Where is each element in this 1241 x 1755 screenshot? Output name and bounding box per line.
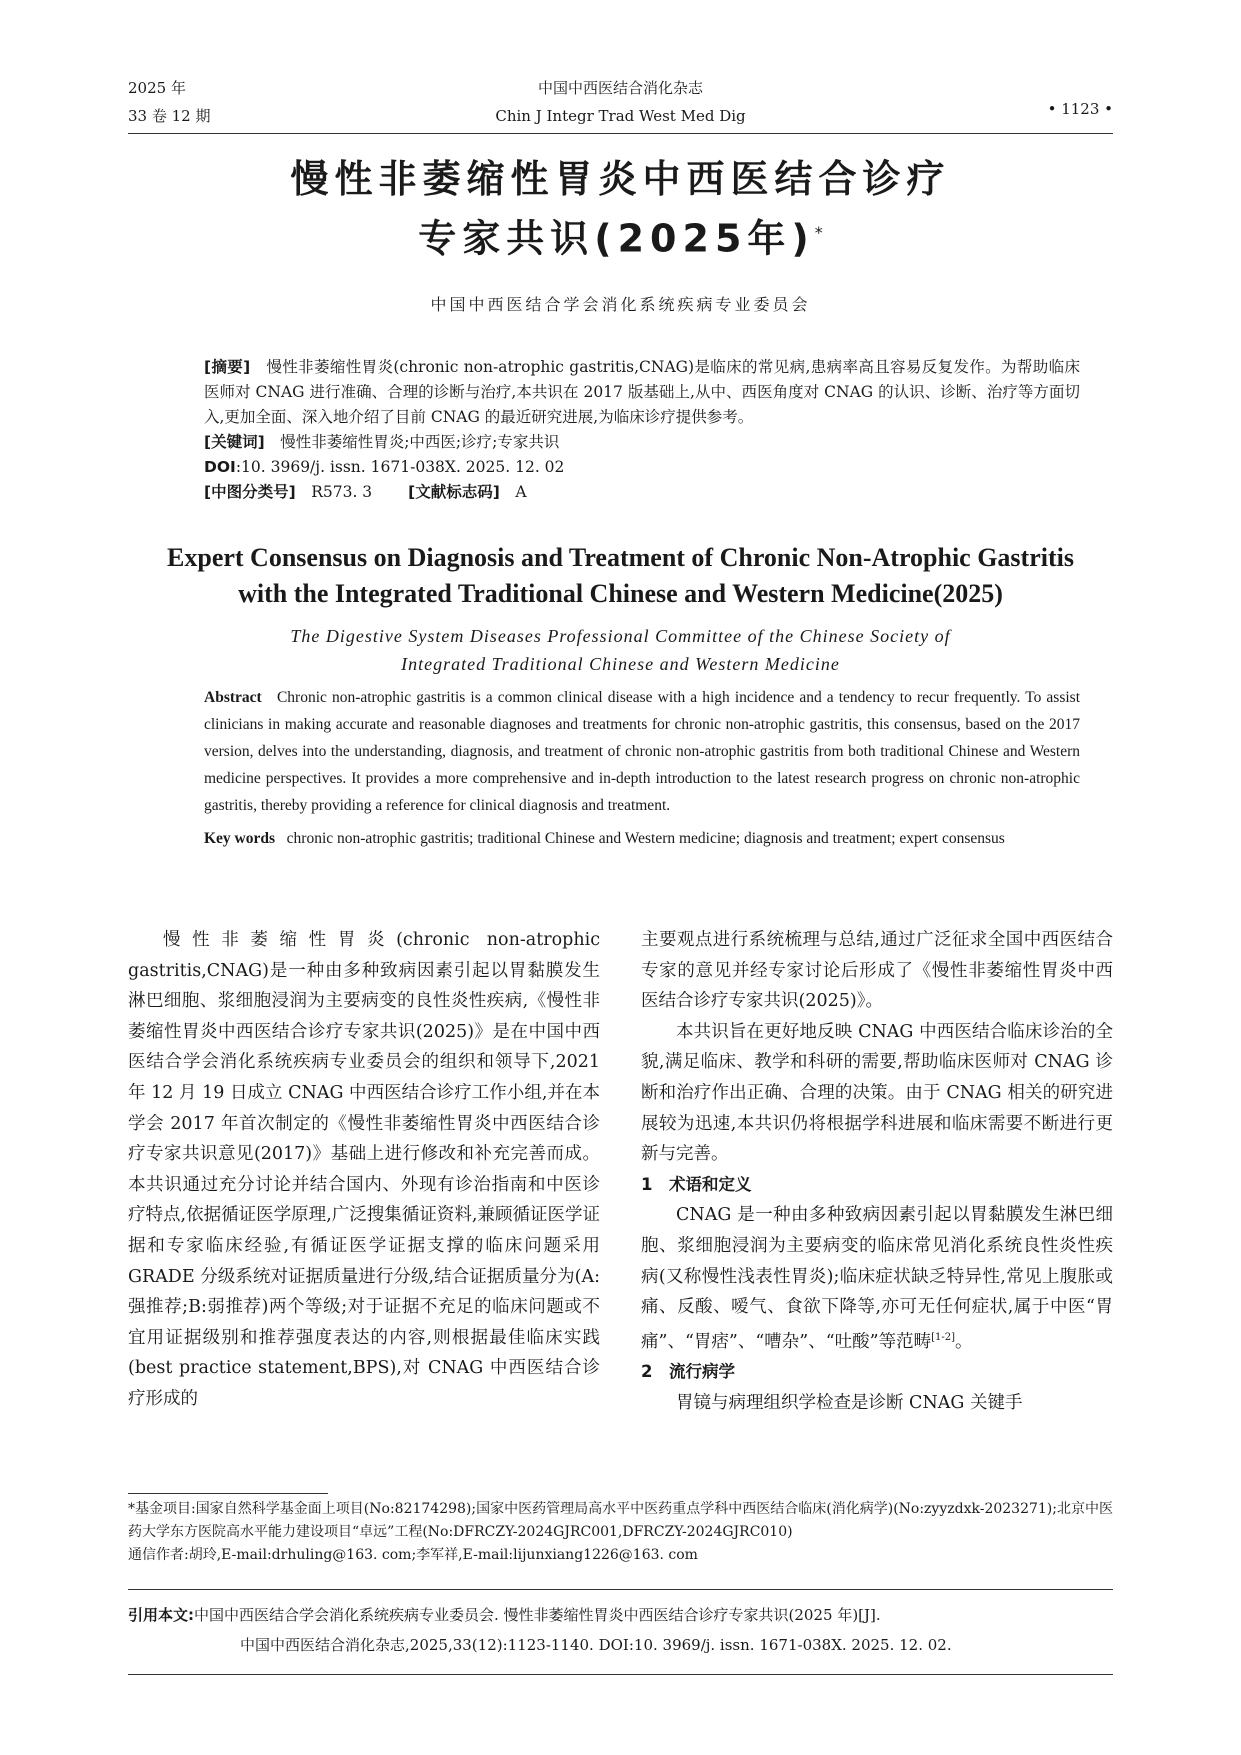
citation-line1: 中国中西医结合学会消化系统疾病专业委员会. 慢性非萎缩性胃炎中西医结合诊疗专家共识(2025 年)[J].: [194, 1606, 881, 1624]
english-title: [0, 540, 1241, 612]
header-journal-cn: 中国中西医结合消化杂志: [537, 79, 703, 97]
keywords-text: 慢性非萎缩性胃炎;中西医;诊疗;专家共识: [280, 433, 560, 451]
body-paragraph: 慢性非萎缩性胃炎(chronic non-atrophic gastritis,CNAG)是一种由多种致病因素引起以胃黏膜发生淋巴细胞、浆细胞浸润为主要病变的良性炎性疾病,《慢性非萎缩性胃炎中西医结合诊疗专家共识(2025)》是在中国中西医结合学会消化系统疾病专业委员会的组织和领导下,2021 年 12 月 19 日成立 CNAG 中西医结合诊疗工作小组,并在本学会 2017 年首次制定的《慢性非萎缩性胃炎中西医结合诊疗专家共识意见(2017)》基础上进行修改和补充完善而成。本共识通过充分讨论并结合国内、外现有诊治指南和中医诊疗特点,依据循证医学原理,广泛搜集循证资料,兼顾循证医学证据和专家临床经验,有循证医学证据支撑的临床问题采用 GRADE 分级系统对证据质量进行分级,结合证据质量分为(A:强推荐;B:弱推荐)两个等级;对于证据不充足的临床问题或不宜用证据级别和推荐强度表达的内容,则根据最佳临床实践(best practice statement,BPS),对 CNAG 中西医结合诊疗形成的: [128, 930, 600, 1409]
header-year: 2025 年: [128, 79, 186, 97]
title-footnote-mark: *: [814, 223, 823, 242]
keywords-label: [关键词]: [204, 433, 265, 451]
body-column-left: [128, 925, 600, 1415]
header-issue: 33 卷 12 期: [128, 107, 211, 125]
citation-line2: 中国中西医结合消化杂志,2025,33(12):1123-1140. DOI:10. 3969/j. issn. 1671-038X. 2025. 12. 02.: [240, 1636, 952, 1654]
english-organization: [0, 622, 1241, 678]
body-paragraph: 本共识旨在更好地反映 CNAG 中西医结合临床诊治的全貌,满足临床、教学和科研的需要,帮助临床医师对 CNAG 诊断和治疗作出正确、合理的决策。由于 CNAG 相关的研究进展较为迅速,本共识仍将根据学科进展和临床需要不断进行更新与完善。: [641, 1021, 1113, 1165]
body-paragraph-end: 。: [955, 1331, 973, 1352]
author-organization: 中国中西医结合学会消化系统疾病专业委员会: [430, 295, 811, 314]
classification-label: [中图分类号]: [204, 483, 296, 501]
body-paragraph: 主要观点进行系统梳理与总结,通过广泛征求全国中西医结合专家的意见并经专家讨论后形成了《慢性非萎缩性胃炎中西医结合诊疗专家共识(2025)》。: [641, 930, 1113, 1012]
section-heading-1: 1 术语和定义: [641, 1174, 752, 1194]
citation-box: [128, 1589, 1113, 1675]
body-paragraph: 胃镜与病理组织学检查是诊断 CNAG 关键手: [676, 1392, 1023, 1413]
english-abstract-text: Chronic non-atrophic gastritis is a common clinical disease with a high incidence and a tendency to recur frequently. To assist clinicians in making accurate and reasonable diagnoses and treatments for chronic non-atrophic gastritis, this consensus, based on the 2017 version, delves into the understanding, diagnosis, and treatment of chronic non-atrophic gastritis from both traditional Chinese and Western medicine perspectives. It provides a more comprehensive and in-depth introduction to the latest research progress on chronic non-atrophic gastritis, thereby providing a reference for clinical diagnosis and treatment.: [204, 689, 1080, 814]
english-organization-line1: The Digestive System Diseases Professional Committee of the Chinese Society of: [290, 626, 951, 646]
header-page-number: • 1123 •: [1047, 100, 1113, 118]
doi-label: DOI: [204, 458, 236, 476]
abstract-text: 慢性非萎缩性胃炎(chronic non-atrophic gastritis,CNAG)是临床的常见病,患病率高且容易反复发作。为帮助临床医师对 CNAG 进行准确、合理的诊断与治疗,本共识在 2017 版基础上,从中、西医角度对 CNAG 的认识、诊断、治疗等方面切入,更加全面、深入地介绍了目前 CNAG 的最近研究进展,为临床诊疗提供参考。: [204, 358, 1080, 426]
header-journal-en: Chin J Integr Trad West Med Dig: [495, 107, 746, 125]
english-keywords-label: Key words: [204, 830, 276, 847]
citation-label: 引用本文:: [128, 1606, 194, 1624]
english-title-line1: Expert Consensus on Diagnosis and Treatment of Chronic Non-Atrophic Gastritis: [167, 543, 1074, 572]
footnotes: [128, 1498, 1113, 1567]
body-paragraph: [641, 1200, 1113, 1357]
paper-title-line2: 专家共识(2025年): [418, 216, 815, 261]
english-keywords-text: chronic non-atrophic gastritis; traditional Chinese and Western medicine; diagnosis and treatment; expert consensus: [286, 830, 1005, 847]
document-code-label: [文献标志码]: [408, 483, 500, 501]
english-abstract: [204, 684, 1080, 852]
paper-title-line1: 慢性非萎缩性胃炎中西医结合诊疗: [290, 157, 951, 201]
document-code: A: [515, 483, 527, 501]
chinese-abstract: [204, 355, 1080, 505]
section-heading-2: 2 流行病学: [641, 1362, 735, 1382]
english-title-line2: with the Integrated Traditional Chinese and Western Medicine(2025): [238, 579, 1003, 608]
reference-citation: [1-2]: [931, 1331, 956, 1343]
classification-code: R573. 3: [311, 483, 373, 501]
body-paragraph-text: CNAG 是一种由多种致病因素引起以胃黏膜发生淋巴细胞、浆细胞浸润为主要病变的临床常见消化系统良性炎性疾病(又称慢性浅表性胃炎);临床症状缺乏特异性,常见上腹胀或痛、反酸、嗳气、食欲下降等,亦可无任何症状,属于中医“胃痛”、“胃痞”、“嘈杂”、“吐酸”等范畴: [641, 1205, 1113, 1352]
english-organization-line2: Integrated Traditional Chinese and Western Medicine: [401, 654, 840, 674]
body-column-right: [641, 925, 1113, 1418]
contact-footnote: 通信作者:胡玲,E-mail:drhuling@163. com;李军祥,E-mail:lijunxiang1226@163. com: [128, 1547, 698, 1563]
funding-footnote: *基金项目:国家自然科学基金面上项目(No:82174298);国家中医药管理局高水平中医药重点学科中西医结合临床(消化病学)(No:zyyzdxk-2023271);北京中医药大学东方医院高水平能力建设项目“卓远”工程(No:DFRCZY-2024GJRC001,DFRCZY-2024GJRC010): [128, 1501, 1113, 1540]
header-rule: [128, 133, 1113, 134]
doi-text: :10. 3969/j. issn. 1671-038X. 2025. 12. 02: [235, 458, 565, 476]
abstract-label: [摘要]: [204, 358, 251, 376]
footnote-rule: [128, 1493, 328, 1494]
paper-title: [0, 152, 1241, 266]
english-abstract-label: Abstract: [204, 689, 262, 706]
